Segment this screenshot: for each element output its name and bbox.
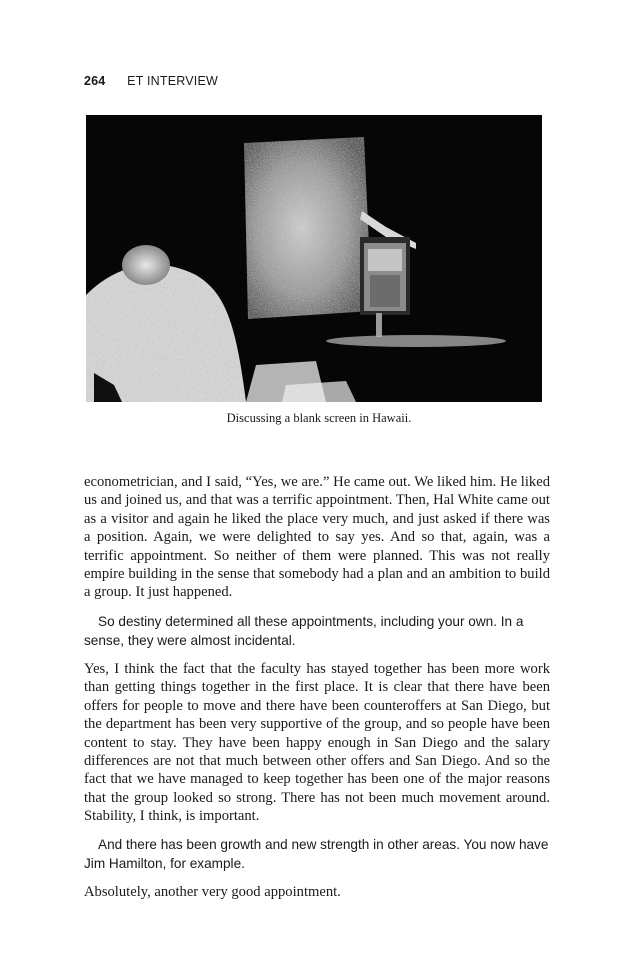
page-number: 264	[84, 74, 106, 88]
question-text-1: So destiny determined all these appointments, including your own. In a sense, they were almost incidental.	[84, 614, 524, 648]
question-text-2: And there has been growth and new strength in other areas. You now have Jim Hamilton, for example.	[84, 837, 549, 871]
figure-caption: Discussing a blank screen in Hawaii.	[226, 411, 412, 425]
photo-illustration	[86, 115, 542, 402]
answer-paragraph-3: Absolutely, another very good appointment.	[84, 884, 341, 900]
head	[122, 245, 170, 285]
running-title: ET INTERVIEW	[127, 74, 218, 88]
question-paragraph-1	[84, 613, 550, 650]
running-header	[84, 74, 218, 88]
answer-paragraph-1: econometrician, and I said, “Yes, we are.” He came out. We liked him. He liked us and joined us, and that was a terrific appointment. Then, Hal White came out as a visitor and again he liked the place very much, and just asked if there was a position. Again, we were delighted to say yes. And so that, again, was a terrific appointment. So neither of them were planned. This was not really empire building in the sense that somebody had a plan and an ambition to build a group. It just happened.	[84, 474, 550, 601]
question-paragraph-2	[84, 836, 550, 873]
photograph	[86, 115, 542, 402]
answer-paragraph-2: Yes, I think the fact that the faculty has stayed together has been more work than getting things together in the first place. It is clear that there have been offers for people to move and there have been counteroffers at San Diego, but the department has been very supportive of the group, and so people have been content to stay. They have been happy enough in San Diego and the salary differences are not that much between other offers and San Diego. And so the fact that we have managed to keep together has been one of the major reasons that the group looked so strong. There has not been much movement around. Stability, I think, is important.	[84, 661, 550, 825]
